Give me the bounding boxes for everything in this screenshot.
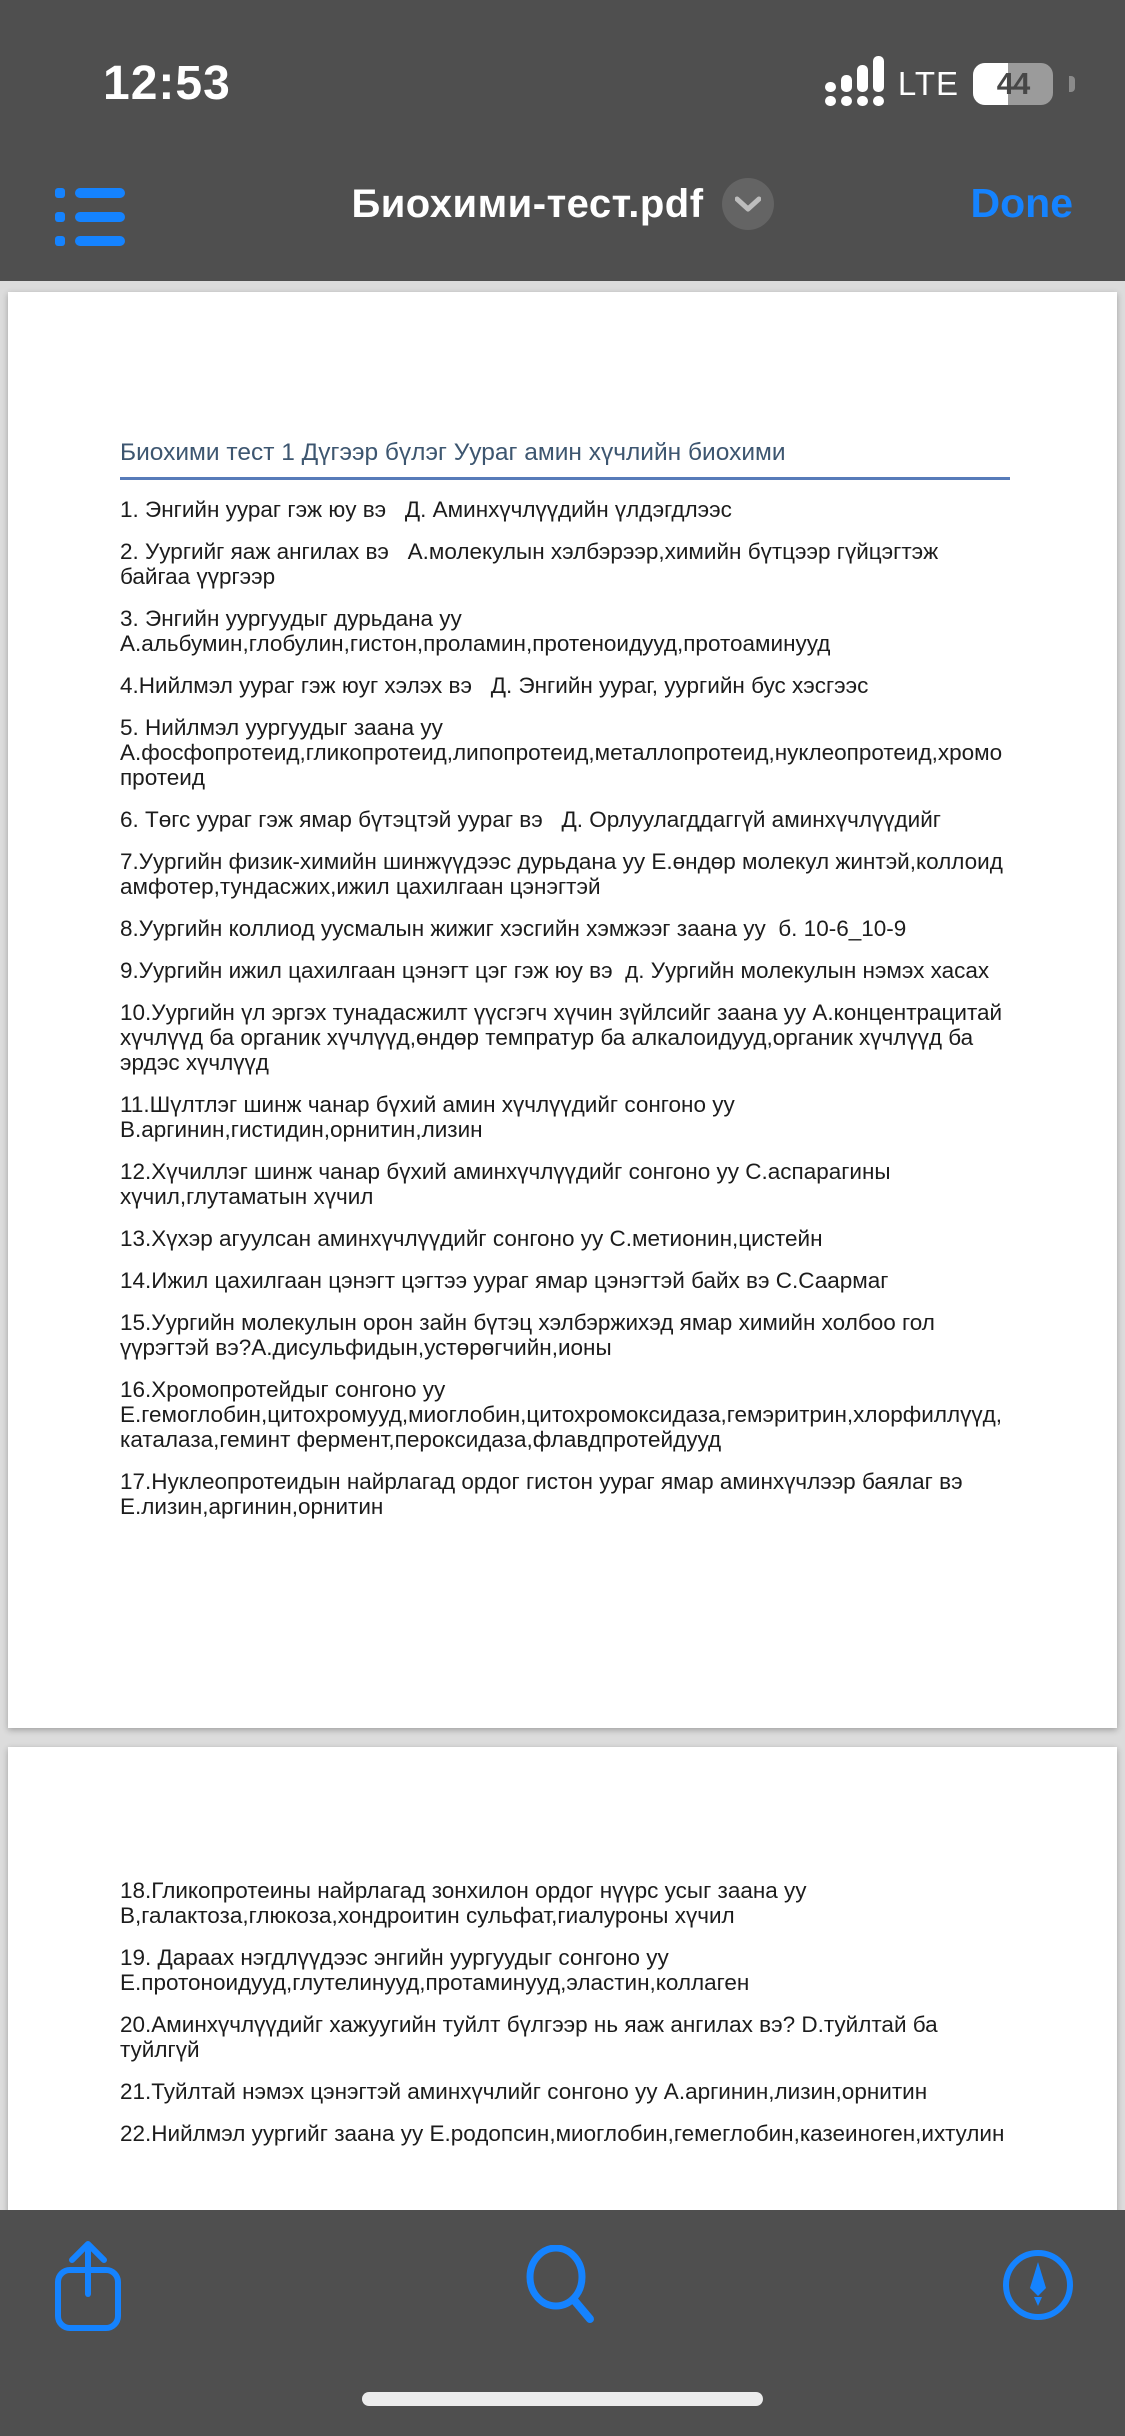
pdf-scroll-area[interactable] [0,281,1125,2436]
home-indicator[interactable] [362,2392,763,2406]
question-paragraph: 10.Уургийн үл эргэх тунадасжилт үүсгэгч хүчин зүйлсийг заана уу А.концентрацитай хүчлүүд ба органик хүчлүүд,өндөр темпратур ба алкалоидууд,органик хүчлүүд ба эрдэс хүчлүүд [120,1000,1009,1075]
question-paragraph: 3. Энгийн уургуудыг дурьдана уу А.альбумин,глобулин,гистон,проламин,протеноидууд,протоаминууд [120,606,831,656]
status-right-cluster [825,62,1075,106]
search-icon [524,2245,600,2325]
share-button[interactable] [40,2230,136,2340]
top-chrome [0,0,1125,281]
question-paragraph: 19. Дараах нэгдлүүдээс энгийн уургуудыг сонгоно уу Е.протоноидууд,глутелинууд,протаминууд,эластин,коллаген [120,1945,750,1995]
question-paragraph: 18.Гликопротеины найрлагад зонхилон ордог нүүрс усыг заана уу В,галактоза,глюкоза,хондроитин сульфат,гиалуроны хүчил [120,1878,813,1928]
nav-bar [0,120,1125,281]
chevron-down-icon [735,196,761,212]
markup-button[interactable] [990,2230,1086,2340]
question-list-page-1 [120,497,1010,1519]
document-heading: Биохими тест 1 Дүгээр бүлэг Уураг амин хүчлийн биохими [120,440,1010,480]
cellular-signal-icon [825,62,884,106]
question-paragraph: 11.Шүлтлэг шинж чанар бүхий амин хүчлүүдийг сонгоно уу В.аргинин,гистидин,орнитин,лизин [120,1092,741,1142]
question-paragraph: 21.Туйлтай нэмэх цэнэгтэй аминхүчлийг сонгоно уу А.аргинин,лизин,орнитин [120,2079,928,2104]
question-paragraph: 15.Уургийн молекулын орон зайн бүтэц хэлбэржихэд ямар химийн холбоо гол үүрэгтэй вэ?А.дисульфидын,устөрөгчийн,ионы [120,1310,942,1360]
question-paragraph: 1. Энгийн уураг гэж юу вэ Д. Аминхүчлүүдийн үлдэгдлээс [120,497,732,522]
search-button[interactable] [514,2230,610,2340]
question-paragraph: 20.Аминхүчлүүдийг хажуугийн туйлт бүлгээр нь яаж ангилах вэ? D.туйлтай ба туйлгүй [120,2012,944,2062]
network-label: LTE [897,65,959,102]
question-paragraph: 4.Нийлмэл уураг гэж юуг хэлэх вэ Д. Энгийн уураг, уургийн бус хэсгээс [120,673,869,698]
battery-percent-label: 44 [996,66,1030,101]
status-bar [0,0,1125,120]
markup-pen-icon [1001,2248,1075,2322]
question-paragraph: 9.Уургийн ижил цахилгаан цэнэгт цэг гэж юу вэ д. Уургийн молекулын нэмэх хасах [120,958,990,983]
title-menu-button[interactable] [722,178,774,230]
battery-icon [973,63,1053,105]
question-paragraph: 17.Нуклеопротеидын найрлагад ордог гистон уураг ямар аминхүчлээр баялаг вэ Е.лизин,аргинин,орнитин [120,1469,969,1519]
document-title: Биохими-тест.pdf [351,181,704,226]
pdf-page-1 [8,292,1117,1728]
question-paragraph: 8.Уургийн коллиод уусмалын жижиг хэсгийн хэмжээг заана уу б. 10-6_10-9 [120,916,907,941]
question-paragraph: 22.Нийлмэл уургийг заана уу Е.родопсин,миоглобин,гемеглобин,казеиноген,ихтулин [120,2121,1005,2146]
question-paragraph: 12.Хүчиллэг шинж чанар бүхий аминхүчлүүдийг сонгоно уу С.аспарагины хүчил,глутаматын хүчил [120,1159,897,1209]
question-paragraph: 5. Нийлмэл уургуудыг заана уу А.фосфопротеид,гликопротеид,липопротеид,металлопротеид,нуклеопротеид,хромопротеид [120,715,1003,790]
question-paragraph: 6. Төгс уураг гэж ямар бүтэцтэй уураг вэ Д. Орлуулагддаггүй аминхүчлүүдийг [120,807,941,832]
question-paragraph: 2. Уургийг яаж ангилах вэ А.молекулын хэлбэрээр,химийн бүтцээр гүйцэгтэж байгаа үүргээр [120,539,945,589]
question-paragraph: 16.Хромопротейдыг сонгоно уу Е.гемоглобин,цитохромууд,миоглобин,цитохромоксидаза,гемэритрин,хлорфиллүүд,каталаза,геминт фермент,пероксидаза,флавдпротейдууд [120,1377,1003,1452]
share-icon [54,2238,122,2332]
question-paragraph: 7.Уургийн физик-химийн шинжүүдээс дурьдана уу Е.өндөр молекул жинтэй,коллоид амфотер,тундасжих,ижил цахилгаан цэнэгтэй [120,849,1010,899]
status-time: 12:53 [103,57,231,110]
document-title-group [0,178,1125,230]
question-paragraph: 13.Хүхэр агуулсан аминхүчлүүдийг сонгоно уу С.метионин,цистейн [120,1226,823,1251]
question-paragraph: 14.Ижил цахилгаан цэнэгт цэгтээ уураг ямар цэнэгтэй байх вэ С.Саармаг [120,1268,889,1293]
done-button[interactable]: Done [970,180,1073,226]
battery-cap [1069,76,1075,92]
question-list-page-2 [120,1878,1007,2146]
